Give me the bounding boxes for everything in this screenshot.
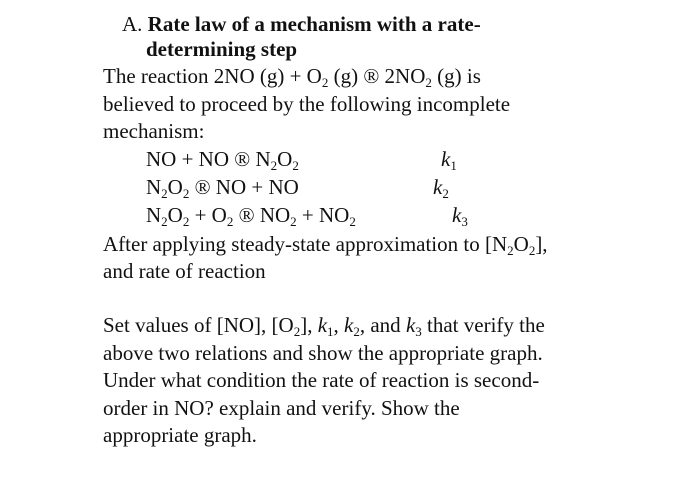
- intro-line3: mechanism:: [103, 119, 205, 143]
- mechanism-step-3: $N_2O_2 + O_2$ ® $NO_2 + NO_2$: [146, 203, 356, 229]
- rate-constant-k3: $k_3$: [452, 203, 468, 229]
- task-line2: above two relations and show the appropriate graph.: [103, 341, 543, 365]
- task-line1: Set values of [NO], $[O_2]$, $k_1$, $k_2$, and $k_3$ that verify the: [103, 313, 545, 339]
- section-heading: [122, 12, 481, 37]
- section-title-line2: determining step: [146, 37, 298, 61]
- task-line5: appropriate graph.: [103, 423, 257, 447]
- task-line4: order in NO? explain and verify. Show the: [103, 396, 460, 420]
- mechanism-step-2: $N_2O_2$ ® NO + NO: [146, 175, 299, 201]
- section-title-line1: Rate law of a mechanism with a rate-: [147, 12, 481, 36]
- steady-state-line1: After applying steady-state approximation to $[N_2O_2]$,: [103, 232, 548, 258]
- section-marker: A.: [122, 12, 143, 36]
- steady-state-line2: and rate of reaction: [103, 259, 266, 283]
- rate-constant-k2: $k_2$: [433, 175, 449, 201]
- task-line3: Under what condition the rate of reaction is second-: [103, 368, 540, 392]
- mechanism-step-1: NO + NO ® $N_2O_2$: [146, 147, 299, 173]
- intro-line1: The reaction 2NO $(g) + O_2$ (g) ® $2NO_2$ (g) is: [103, 64, 481, 90]
- rate-constant-k1: $k_1$: [441, 147, 457, 173]
- intro-line2: believed to proceed by the following incomplete: [103, 92, 511, 116]
